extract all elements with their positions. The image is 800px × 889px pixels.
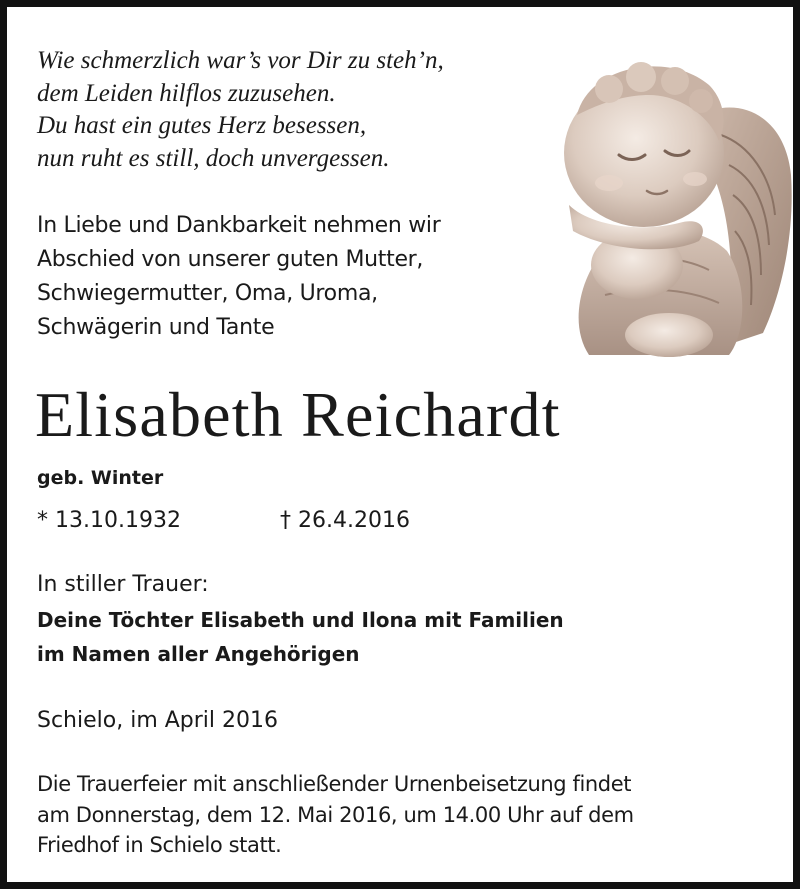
mourner-line: im Namen aller Angehörigen xyxy=(37,642,360,666)
death-date: † 26.4.2016 xyxy=(280,508,410,533)
mourners-list xyxy=(37,603,564,671)
service-line: Friedhof in Schielo statt. xyxy=(37,833,282,857)
intro-line: In Liebe und Dankbarkeit nehmen wir xyxy=(37,213,441,238)
maiden-name: geb. Winter xyxy=(37,467,164,489)
intro-line: Schwägerin und Tante xyxy=(37,315,275,340)
birth-date: * 13.10.1932 xyxy=(37,508,181,533)
place-date: Schielo, im April 2016 xyxy=(37,708,279,733)
intro-line: Schwiegermutter, Oma, Uroma, xyxy=(37,281,378,306)
mourner-line: Deine Töchter Elisabeth und Ilona mit Familien xyxy=(37,608,564,632)
service-info xyxy=(37,769,634,861)
poem-line: dem Leiden hilflos zuzusehen. xyxy=(37,79,336,107)
sleeping-angel-icon xyxy=(549,55,795,365)
poem-line: nun ruht es still, doch unvergessen. xyxy=(37,144,390,172)
service-line: am Donnerstag, dem 12. Mai 2016, um 14.00 Uhr auf dem xyxy=(37,802,634,827)
poem-line: Du hast ein gutes Herz besessen, xyxy=(37,112,367,139)
intro-line: Abschied von unserer guten Mutter, xyxy=(37,247,424,272)
deceased-name: Elisabeth Reichardt xyxy=(35,379,561,450)
intro-text xyxy=(37,209,440,345)
memorial-poem xyxy=(37,45,444,175)
service-line: Die Trauerfeier mit anschließender Urnenbeisetzung findet xyxy=(37,772,632,796)
poem-line: Wie schmerzlich war’s vor Dir zu steh’n, xyxy=(37,47,444,74)
mourning-label: In stiller Trauer: xyxy=(37,572,209,597)
